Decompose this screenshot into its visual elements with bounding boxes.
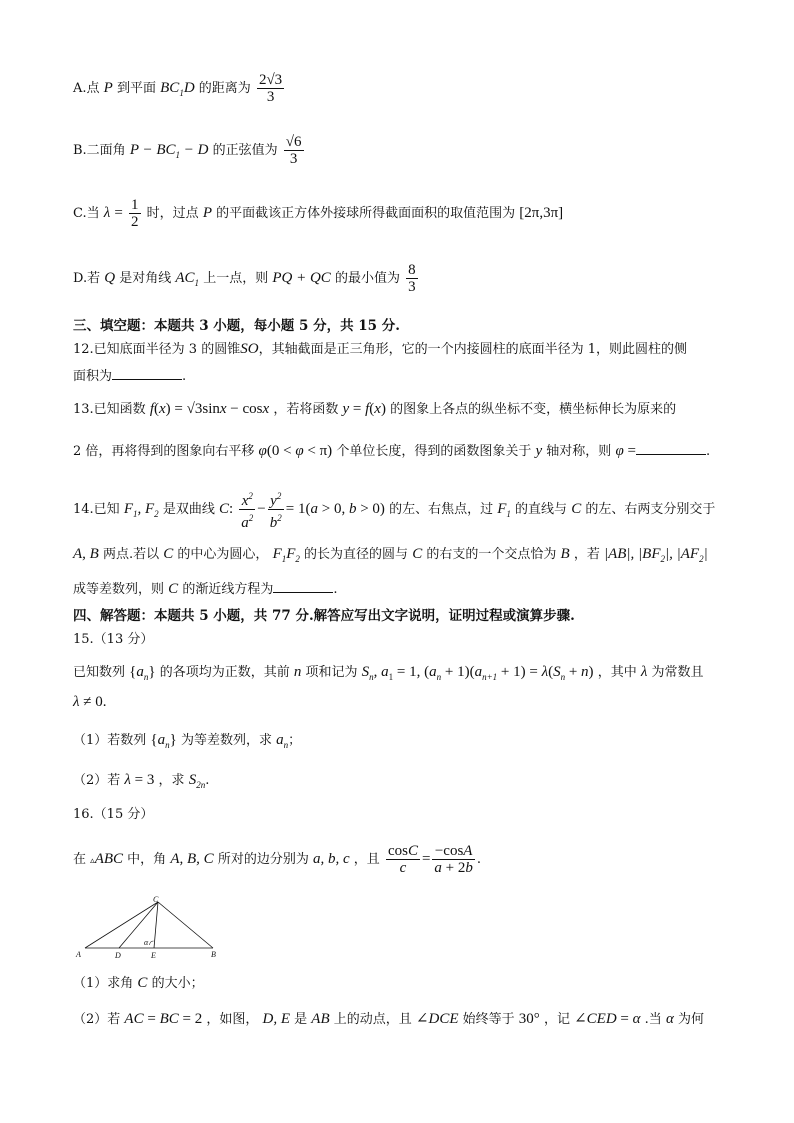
fraction: $\frac{-\cos A}{a + 2b}$ <box>434 843 473 876</box>
fraction: $\frac{y^2}{b^2}$ <box>268 488 284 531</box>
side-cb <box>158 902 213 948</box>
question-16-part-2: （2）若 AC = BC = 2 ，如图， D, E 是 AB 上的动点，且 ∠DCE 始终等于 30° ，记 ∠CED = α .当 α 为何 <box>73 1011 704 1027</box>
fraction: $\frac{8}{3}$ <box>408 262 416 295</box>
option-b: B.二面角 $P - BC_1 - D$ 的正弦值为 $\frac{√6}{3}$ <box>73 134 302 167</box>
question-14-line-2: A, B 两点.若以 C 的中心为圆心， $F_1F_2$ 的长为直径的圆与 C 的右支的一个交点恰为 B ，若 |AB|, $|BF_2|$, $|AF_2|$ <box>73 546 708 564</box>
question-15-line-2: λ ≠ 0. <box>73 694 107 710</box>
option-d: D.若 Q 是对角线 $AC_1$ 上一点，则 PQ + QC 的最小值为 $\frac{8}{3}$ <box>73 262 416 295</box>
question-13-line-1: 13.已知函数 f(x) = √3sinx − cosx ，若将函数 y = f(x) 的图象上各点的纵坐标不变，横坐标伸长为原来的 <box>73 401 677 417</box>
fraction: $\frac{\cos C}{c}$ <box>387 843 418 876</box>
question-15-part-2: （2）若 λ = 3 ，求 $S_{2n}$. <box>73 772 210 790</box>
option-a: A.点 P 到平面 $BC_1D$ 的距离为 $\frac{2√3}{3}$ <box>73 72 283 105</box>
label-a: A <box>76 950 81 959</box>
fraction: $\frac{x^2}{a^2}$ <box>239 488 255 531</box>
label-alpha: α <box>144 938 149 947</box>
question-13-line-2: 2 倍，再将得到的图象向右平移 φ(0 < φ < π) 个单位长度，得到的函数图象关于 y 轴对称，则 φ = . <box>73 443 711 459</box>
section-heading: 三、填空题：本题共 3 小题，每小题 5 分，共 15 分. <box>73 318 400 334</box>
alpha-arc <box>150 941 154 945</box>
fraction: $\frac{√6}{3}$ <box>285 134 302 167</box>
question-15-line-1: 已知数列 $\{a_n\}$ 的各项均为正数，其前 n 项和记为 $S_n$, $a_1 = 1$, $(a_n + 1)(a_{n+1} + 1) = \lambda(S_n + n)$ ，其中 λ 为常数且 <box>73 664 704 682</box>
answer-blank[interactable] <box>273 580 333 593</box>
answer-blank[interactable] <box>636 442 706 455</box>
answer-blank[interactable] <box>112 367 182 380</box>
label-c: C <box>153 895 159 904</box>
question-12-line-1: 12.已知底面半径为 3 的圆锥SO，其轴截面是正三角形，它的一个内接圆柱的底面半径为 1，则此圆柱的侧 <box>73 341 687 357</box>
triangle-diagram <box>73 894 233 960</box>
question-15-header: 15.（13 分） <box>73 632 154 647</box>
label-d: D <box>115 951 121 960</box>
fraction: $\frac{1}{2}$ <box>131 197 139 230</box>
fraction: $\frac{2√3}{3}$ <box>258 72 283 105</box>
question-14-line-1: 14.已知 $F_1$, $F_2$ 是双曲线 C: $\frac{x^2}{a^2}$ − $\frac{y^2}{b^2}$ = 1(a > 0, b > 0) 的左、右焦点，过 $F_1$ 的直线与 C 的左、右两支分别交于 <box>73 488 715 531</box>
segment-ce <box>154 902 158 948</box>
option-c: C.当 λ = $\frac{1}{2}$ 时，过点 P 的平面截该正方体外接球所得截面面积的取值范围为 [2π,3π] <box>73 197 564 230</box>
question-14-line-3: 成等差数列，则 C 的渐近线方程为 . <box>73 581 338 597</box>
question-16-header: 16.（15 分） <box>73 807 154 822</box>
label-e: E <box>151 951 156 960</box>
question-12-line-2: 面积为 . <box>73 369 187 384</box>
section-heading: 四、解答题：本题共 5 小题，共 77 分.解答应写出文字说明，证明过程或演算步骤. <box>73 608 575 624</box>
question-15-part-1: （1）若数列 $\{a_n\}$ 为等差数列，求 $a_n$； <box>73 732 302 750</box>
question-16-line-1: 在 ▵ABC 中，角 A, B, C 所对的边分别为 a, b, c ，且 $\frac{\cos C}{c}$ = $\frac{-\cos A}{a + 2b}$ . <box>73 843 482 876</box>
label-b: B <box>211 950 216 959</box>
question-16-part-1: （1）求角 C 的大小； <box>73 975 204 991</box>
